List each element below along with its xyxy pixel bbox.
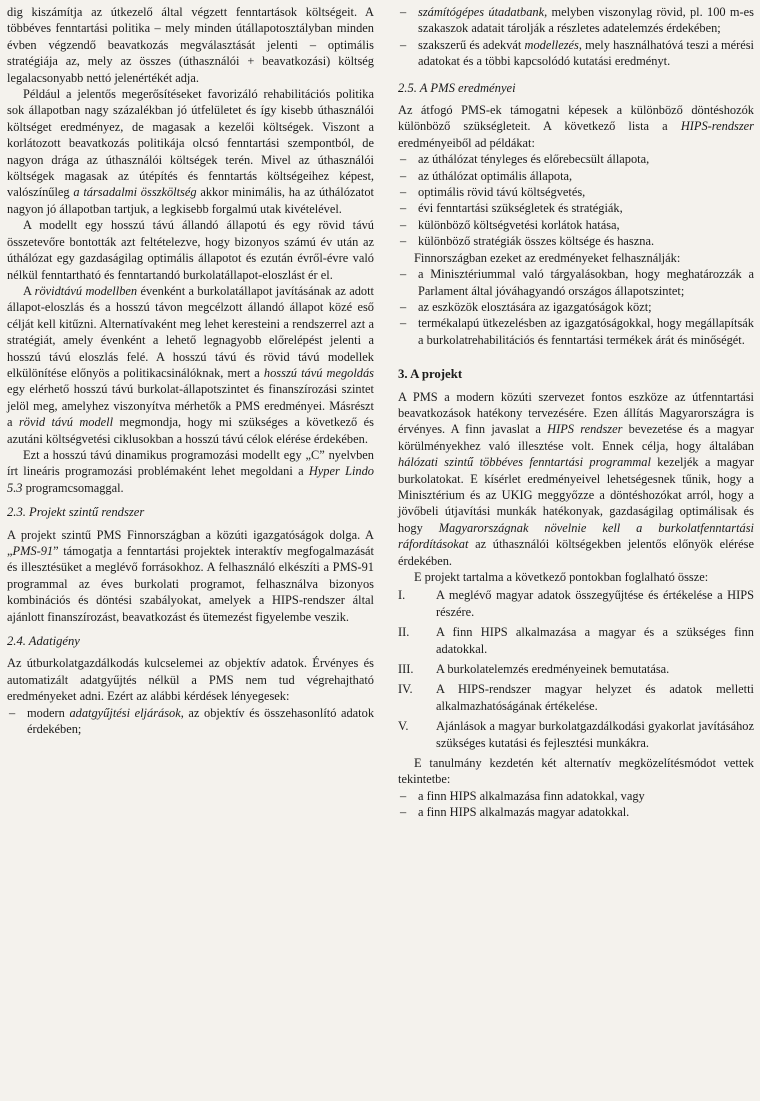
list-item: I. A meglévő magyar adatok összegyűjtése és értékelése a HIPS részére. (398, 588, 754, 619)
paragraph: A projekt szintű PMS Finnországban a közúti igazgatóságok dolga. A „PMS-91” támogatja a fenntartási projektek interaktív megfogalmazását és illesztésüket a meglévő forrásokhoz. A felhasználó elkészíti a PMS-91 programmal az éves burkolati programot, felhasználva bizonyos kombinációs és döntési szabályokat, amelyek a HIPS-rendszer által ajánlott finanszírozást, beavatkozást és ütemezést figyelembe veszik. (7, 527, 374, 624)
list-item: IV. A HIPS-rendszer magyar helyzet és adatok melletti alkalmazhatóságának értékelése. (398, 682, 754, 713)
section-heading-2-4: 2.4. Adatigény (7, 634, 80, 649)
paragraph: A rövidtávú modellben évenként a burkolatállapot javításának az adott állapot-eloszlás és a hosszú távon megcélzott állandó állapot közé eső célját kell kitűzni. Alternatívaként meg lehet keresteini a rendszerrel azt a stratégiát, amely évenként a lehető legnagyobb előrelépést jelenti a hosszú távú eloszlás felé. A hosszú távú és rövid távú modellek elkülönítése előnyös a politikacsinálóknak, mert a hosszú távú megoldás egy elérhető hosszú távú burkolat-állapotszintet és finanszírozási szintet jelöl meg, amelyhez viszonyítva mérhetők a PMS eredményei. Másrészt a rövid távú modell megmondja, hogy mi szükséges a következő és azutáni költségvetési ciklusokban a hosszú távú célok elérése érdekében. (7, 283, 374, 446)
list-item: – optimális rövid távú költségvetés, (398, 184, 754, 200)
paragraph: Az útburkolatgazdálkodás kulcselemei az objektív adatok. Érvényes és automatizált adatgyűjtés nélkül a PMS nem tud végrehajtható eredményeket adni. Ezért az alábbi kérdések lényegesek: (7, 656, 374, 704)
list-item: – számítógépes útadatbank, melyben viszonylag rövid, pl. 100 m-es szakaszok adatait tárolják a részletes adatelemzés érdekében; (398, 4, 754, 37)
left-column (7, 4, 374, 737)
list-item: – az úthálózat optimális állapota, (398, 168, 754, 184)
paragraph: A modellt egy hosszú távú állandó állapotú és egy rövid távú összetevőre bontották azt feltételezve, hogy bizonyos számú év után az úthálózat egy gazdaságilag optimális állapotot és ezután évről-évre való nélkül fenntartható és fenntartandó burkolatállapot-eloszlást ér el. (7, 218, 374, 282)
list-item: III. A burkolatelemzés eredményeinek bemutatása. (398, 662, 670, 677)
paragraph: Az átfogó PMS-ek támogatni képesek a különböző döntéshozók különböző szükségleteit. A következő lista a HIPS-rendszer eredményeiből ad példákat: (398, 103, 754, 150)
uses-list (398, 266, 754, 348)
list-item: – az eszközök elosztására az igazgatóságok közt; (398, 299, 754, 315)
data-requirements-list (7, 705, 374, 738)
right-column (398, 4, 754, 821)
section-heading-3: 3. A projekt (398, 367, 463, 382)
paragraph: Ezt a hosszú távú dinamikus programozási modellt egy „C” nyelvben írt lineáris programozási problémaként lehet megoldani a Hyper Lindo 5.3 programcsomaggal. (7, 447, 375, 495)
list-item: – szakszerű és adekvát modellezés, mely használhatóvá teszi a mérési adatokat és a többi kapcsolódó kutatási eredményt. (398, 37, 754, 70)
results-list (398, 151, 754, 249)
list-item: – a finn HIPS alkalmazása finn adatokkal, vagy (398, 788, 754, 804)
paragraph: dig kiszámítja az útkezelő által végzett fenntartások költségeit. A többéves fenntartási politika – mely minden útállapotosztályban minden évben végzendő beavatkozás megválasztását jelenti – optimális stratégiája az, mely az összes (úthasználói + beavatkozási) költség legalacsonyabb nettó jelenértékét adja. (7, 5, 374, 85)
list-item: – termékalapú ütkezelésben az igazgatóságokkal, hogy megállapítsák a burkolatrehabilitációs és fenntartási termékek árát és minőségét. (398, 315, 754, 348)
section-heading-2-3: 2.3. Projekt szintű rendszer (7, 505, 145, 520)
data-requirements-list-continued (398, 4, 754, 70)
list-item: – modern adatgyűjtési eljárások, az objektív és összehasonlító adatok érdekében; (7, 705, 374, 738)
list-item: – az úthálózat tényleges és előrebecsült állapota, (398, 151, 754, 167)
section-heading-2-5: 2.5. A PMS eredményei (398, 80, 516, 95)
paragraph: E projekt tartalma a következő pontokban foglalható össze: (414, 570, 709, 584)
list-item: – különböző stratégiák összes költsége és haszna. (398, 233, 754, 249)
list-item: – a finn HIPS alkalmazás magyar adatokkal. (398, 804, 754, 820)
list-item: – különböző költségvetési korlátok hatása, (398, 217, 754, 233)
paragraph: Például a jelentős megerősítéseket favorizáló rehabilitációs politika sok állapotban nagy százalékban jó útfelületet és így kisebb úthasználói költséget eredményez, de magasak a kezelői költségek. Viszont a korlátozott beavatkozás politikája olcsó fenntartási szempontból, de nagyon drága az úthasználói költségek terén. Mivel az úthasználói költségek magasak az útépítés és fenntartás költségeihez képest, valószínűleg a társadalmi összköltség akkor minimális, ha az úthálózatot nagyon jó állapotban tartjuk, a legkisebb forgalmú utak kivételével. (7, 87, 374, 216)
paragraph: A PMS a modern közúti szervezet fontos eszköze az útfenntartási beavatkozások hatékony tervezésére. Ezen állítás Magyarországra is érvényes. A finn javaslat a HIPS rendszer bevezetése és a magyar körülményekhez való illesztése volt. Ennek célja, hogy általában hálózati szintű többéves fenntartási programmal kezeljék a magyar burkolatokat. E kísérlet eredményeivel lehetségesnek tűnik, hogy a Minisztérium és az UKIG meggyőzze a döntéshozókat arról, hogy a jövőbeli útjavítási munkák hatékonyak, gazdaságilag optimálisak és hogy Magyarországnak növelnie kell a burkolatfenntartási ráfordításokat az úthasználói költségekben jelentős előnyök elérése érdekében. (398, 389, 754, 568)
project-items-list (398, 587, 754, 751)
list-item: II. A finn HIPS alkalmazása a magyar és a szükséges finn adatokkal. (398, 625, 754, 656)
paragraph: E tanulmány kezdetén két alternatív megközelítésmódot vettek tekintetbe: (398, 756, 754, 787)
list-item: – a Minisztériummal való tárgyalásokban, hogy meghatározzák a Parlament által jóváhagyandó országos állapotszintet; (398, 266, 754, 299)
list-item: – évi fenntartási szükségletek és stratégiák, (398, 200, 754, 216)
paragraph: Finnországban ezeket az eredményeket felhasználják: (414, 250, 681, 265)
list-item: V. Ajánlások a magyar burkolatgazdálkodási gyakorlat javításához szükséges kutatási és fejlesztési munkákra. (398, 719, 754, 750)
approaches-list (398, 788, 754, 821)
